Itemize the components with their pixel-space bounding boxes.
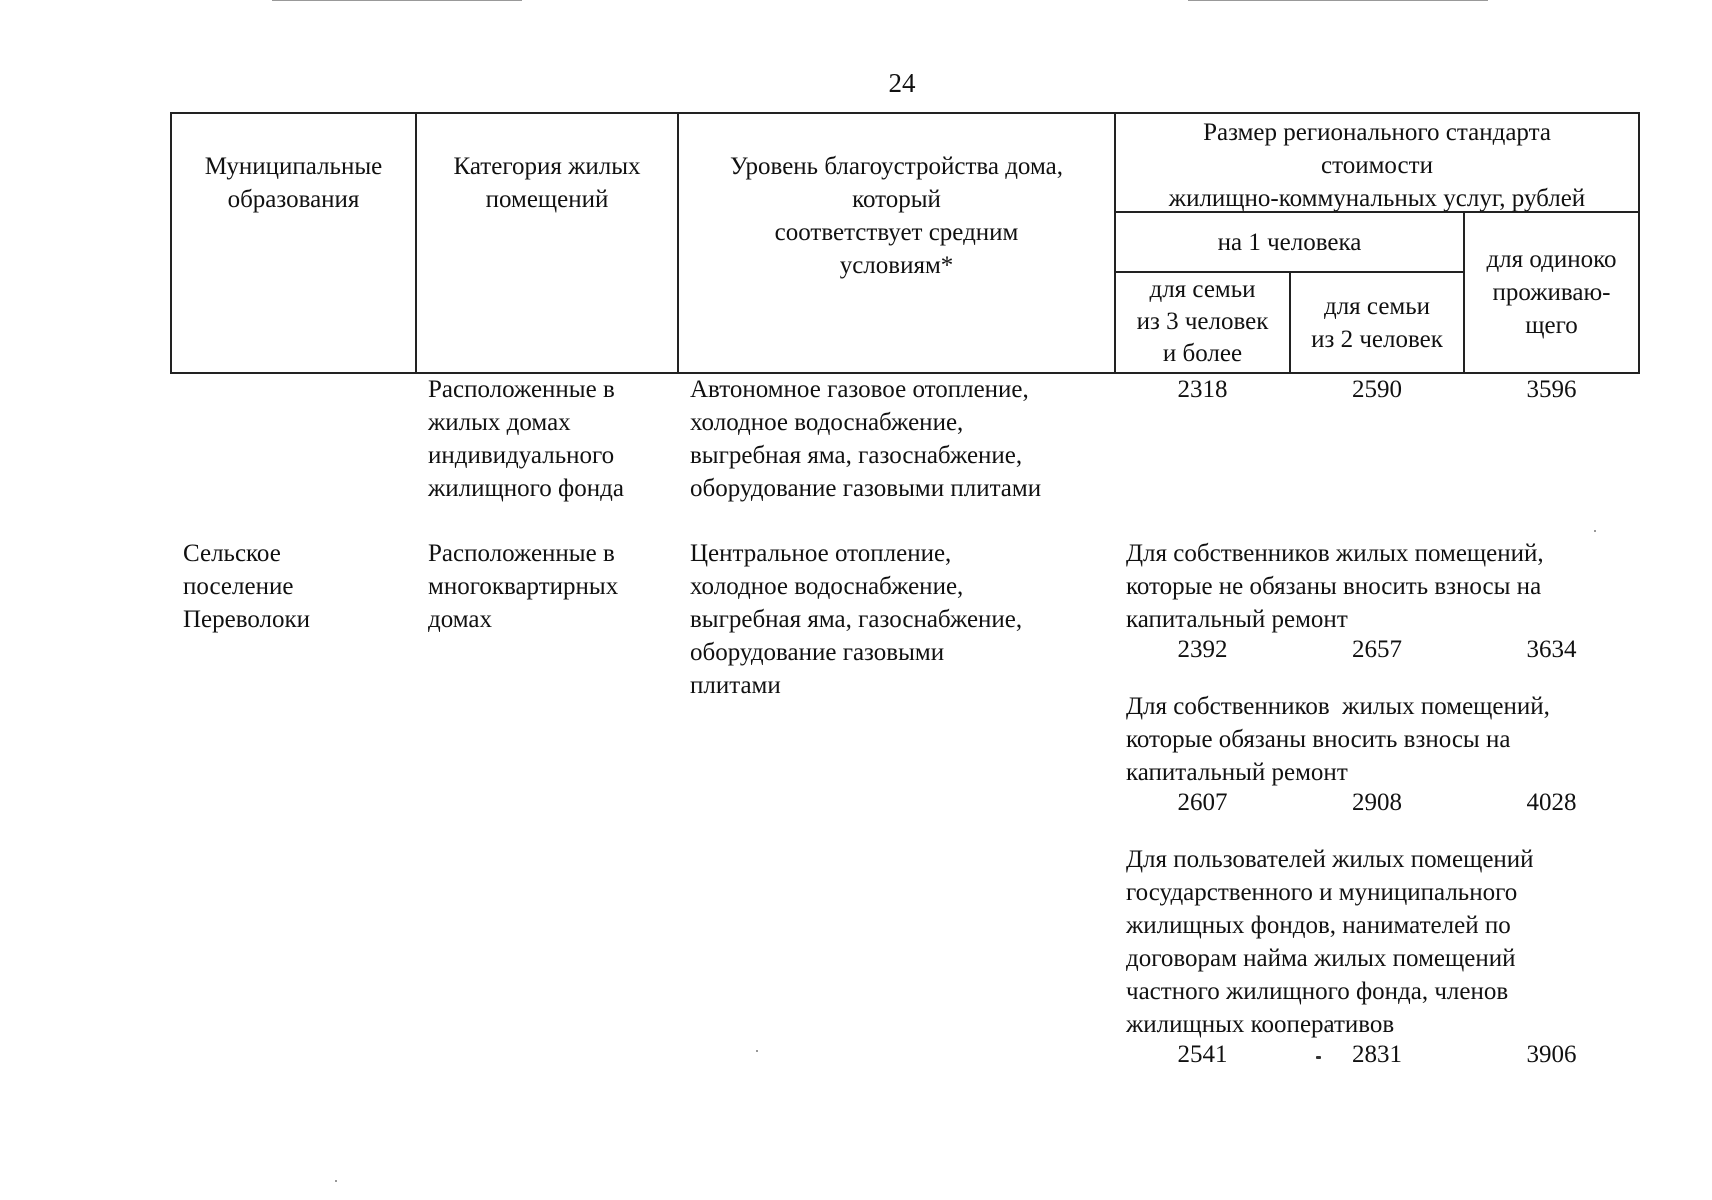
row1-value-single: 3596 <box>1526 376 1577 403</box>
header-municipality <box>172 150 415 216</box>
row2-group2-value-single: 4028 <box>1526 789 1577 816</box>
cell-text: холодное водоснабжение, <box>690 409 964 436</box>
row1-value-family3: 2318 <box>1177 376 1228 403</box>
cell-text: Для пользователей жилых помещений <box>1126 846 1534 873</box>
header-text: для одиноко <box>1486 246 1617 273</box>
cell-text: жилых домах <box>428 409 571 436</box>
row2-municipality <box>183 537 310 636</box>
cell-text: Расположенные в <box>428 376 615 403</box>
cell-text: индивидуального <box>428 442 615 469</box>
row2-group1-note <box>1126 537 1544 636</box>
header-text: Размер регионального стандарта <box>1203 119 1551 146</box>
cell-text: жилищного фонда <box>428 475 624 502</box>
header-per-person: на 1 человека <box>1217 229 1362 256</box>
header-border-right <box>1638 112 1640 374</box>
header-level <box>679 150 1114 282</box>
cell-text: оборудование газовыми <box>690 639 945 666</box>
header-text: помещений <box>485 186 609 213</box>
row2-group2-note <box>1126 690 1550 789</box>
cell-text: плитами <box>690 672 781 699</box>
scan-artifact-line <box>1188 0 1488 1</box>
scan-speck <box>335 1180 337 1182</box>
cell-text: Переволоки <box>183 606 311 633</box>
page-number: 24 <box>888 68 916 98</box>
row2-group3-value-family3: 2541 <box>1177 1041 1228 1068</box>
row2-group1-value-family3: 2392 <box>1177 636 1228 663</box>
header-text: условиям* <box>839 252 954 279</box>
cell-text: многоквартирных <box>428 573 619 600</box>
header-text: и более <box>1162 340 1243 367</box>
row2-group3-value-family2: 2831 <box>1352 1041 1402 1068</box>
cell-text: жилищных кооперативов <box>1126 1011 1395 1038</box>
header-text: для семьи <box>1149 276 1256 303</box>
cell-text: Центральное отопление, <box>690 540 952 567</box>
header-text: Уровень благоустройства дома, <box>730 153 1063 180</box>
header-text: из 3 человек <box>1136 308 1269 335</box>
cell-text: государственного и муниципального <box>1126 879 1518 906</box>
header-text: для семьи <box>1323 293 1431 320</box>
cell-text: частного жилищного фонда, членов <box>1126 978 1509 1005</box>
header-family2 <box>1291 290 1463 356</box>
scan-speck <box>756 1050 758 1052</box>
header-text: соответствует средним <box>774 219 1019 246</box>
cell-text: холодное водоснабжение, <box>690 573 964 600</box>
cell-text: Сельское <box>183 540 281 567</box>
row2-category <box>428 537 618 636</box>
header-text: Муниципальные <box>204 153 383 180</box>
cell-text: которые не обязаны вносить взносы на <box>1126 573 1542 600</box>
cell-text: жилищных фондов, нанимателей по <box>1126 912 1511 939</box>
cell-text: Для собственников жилых помещений, <box>1126 693 1550 720</box>
cell-text: которые обязаны вносить взносы на <box>1126 726 1511 753</box>
header-text: жилищно-коммунальных услуг, рублей <box>1168 185 1586 212</box>
header-standard <box>1116 116 1638 215</box>
cell-text: капитальный ремонт <box>1126 759 1348 786</box>
cell-text: договорам найма жилых помещений <box>1126 945 1516 972</box>
cell-text: выгребная яма, газоснабжение, <box>690 442 1023 469</box>
header-text: Категория жилых <box>453 153 641 180</box>
header-category <box>417 150 677 216</box>
row1-category <box>428 373 624 505</box>
row1-level <box>690 373 1041 505</box>
cell-text: Расположенные в <box>428 540 615 567</box>
header-text: из 2 человек <box>1311 326 1443 353</box>
cell-text: выгребная яма, газоснабжение, <box>690 606 1023 633</box>
row2-group1-value-family2: 2657 <box>1352 636 1402 663</box>
header-text: щего <box>1525 312 1578 339</box>
header-top-border <box>170 112 1640 114</box>
cell-text: капитальный ремонт <box>1126 606 1348 633</box>
cell-text: Автономное газовое отопление, <box>690 376 1029 403</box>
row1-value-family2: 2590 <box>1352 376 1402 403</box>
header-family3 <box>1116 274 1289 370</box>
scan-speck <box>1316 1056 1321 1059</box>
row2-group3-note <box>1126 843 1534 1041</box>
row2-group2-value-family2: 2908 <box>1352 789 1402 816</box>
cell-text: домах <box>428 606 492 633</box>
header-text: проживаю- <box>1492 279 1611 306</box>
header-text: стоимости <box>1321 152 1433 179</box>
row2-group1-value-single: 3634 <box>1526 636 1577 663</box>
scan-artifact-line <box>272 0 522 1</box>
cell-text: Для собственников жилых помещений, <box>1126 540 1544 567</box>
header-text: образования <box>227 186 360 213</box>
cell-text: оборудование газовыми плитами <box>690 475 1042 502</box>
header-single <box>1465 243 1638 342</box>
row2-group2-value-family3: 2607 <box>1177 789 1228 816</box>
row2-group3-value-single: 3906 <box>1526 1041 1577 1068</box>
header-text: который <box>852 186 941 213</box>
scan-speck <box>1594 530 1596 532</box>
row2-level <box>690 537 1022 702</box>
cell-text: поселение <box>183 573 294 600</box>
